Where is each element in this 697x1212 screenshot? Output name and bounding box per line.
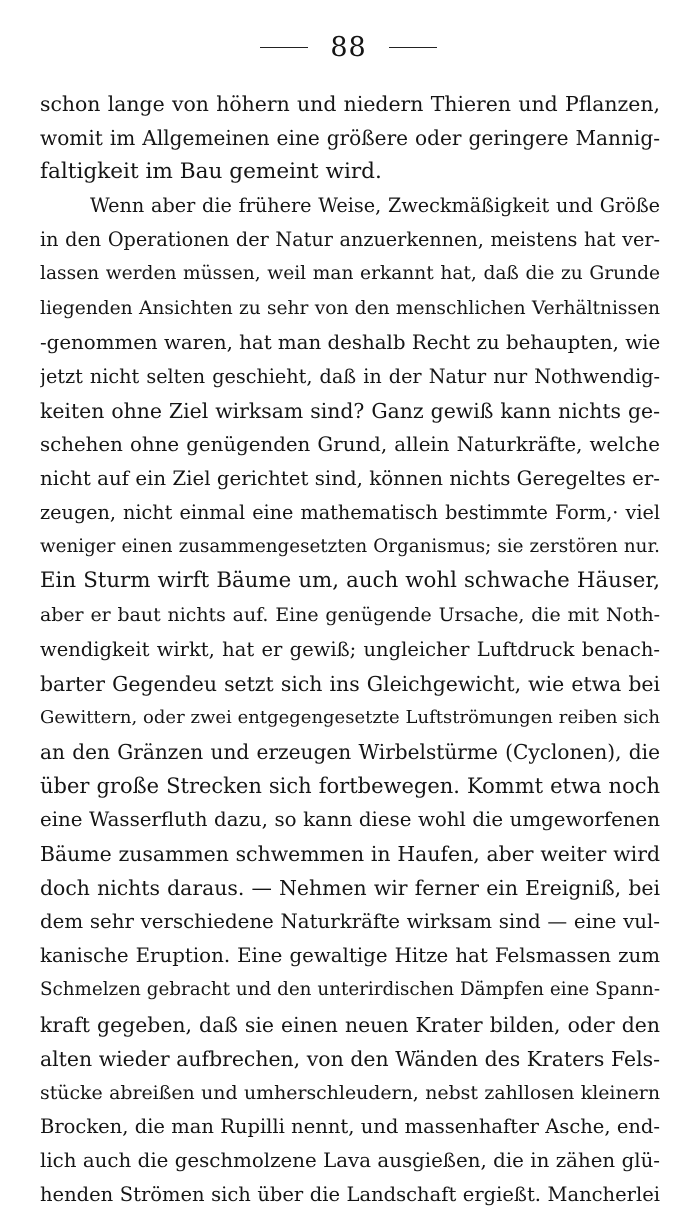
text-line: womit im Allgemeinen eine größere oder geringere Mannig- [40,126,660,151]
text-line: henden Strömen sich über die Landschaft ergießt. Mancherlei [40,1183,660,1206]
text-line: Brocken, die man Rupilli nennt, und massenhafter Asche, end- [40,1114,660,1138]
text-line: -genommen waren, hat man deshalb Recht zu behaupten, wie [40,330,660,354]
text-line: Wenn aber die frühere Weise, Zweckmäßigkeit und Größe [90,194,660,218]
text-line: lich auch die geschmolzene Lava ausgießen, die in zähen glü- [40,1148,660,1172]
header-rule-right [389,47,437,48]
text-line: alten wieder aufbrechen, von den Wänden des Kraters Fels- [40,1046,660,1071]
text-line: Ein Sturm wirft Bäume um, auch wohl schwache Häuser, [40,568,660,594]
text-line: weniger einen zusammengesetzten Organismus; sie zerstören nur. [40,536,660,558]
text-line: zeugen, nicht einmal eine mathematisch bestimmte Form,· viel [40,501,660,525]
text-line: schon lange von höhern und niedern Thieren und Pflanzen, [40,92,660,116]
text-line: schehen ohne genügenden Grund, allein Naturkräfte, welche [40,432,660,456]
text-line: kraft gegeben, daß sie einen neuen Krater bilden, oder den [40,1012,660,1037]
text-line: barter Gegendeu setzt sich ins Gleichgewicht, wie etwa bei [40,671,660,696]
text-line: aber er baut nichts auf. Eine genügende Ursache, die mit Noth- [40,604,660,627]
text-line: eine Wasserfluth dazu, so kann diese wohl die umgeworfenen [40,807,660,831]
text-line: Schmelzen gebracht und den unterirdischen Dämpfen eine Spann- [40,979,660,1001]
text-line: stücke abreißen und umherschleudern, nebst zahllosen kleinern [40,1081,660,1104]
text-line: in den Operationen der Natur anzuerkennen, meistens hat ver- [40,228,660,252]
body-text [40,87,660,1212]
text-line: an den Gränzen und erzeugen Wirbelstürme (Cyclonen), die [40,739,660,764]
page-number: 88 [330,31,367,63]
text-line: faltigkeit im Bau gemeint wird. [40,159,382,185]
text-line: jetzt nicht selten geschieht, daß in der Natur nur Nothwendig- [40,364,660,388]
text-line: liegenden Ansichten zu sehr von den menschlichen Verhältnissen [40,297,660,319]
text-line: lassen werden müssen, weil man erkannt hat, daß die zu Grunde [40,263,660,285]
text-line: kanische Eruption. Eine gewaltige Hitze hat Felsmassen zum [40,944,660,968]
text-line: Gewittern, oder zwei entgegengesetzte Luftströmungen reiben sich [40,706,660,728]
text-line: wendigkeit wirkt, hat er gewiß; ungleicher Luftdruck benach- [40,637,660,661]
text-line: keiten ohne Ziel wirksam sind? Ganz gewiß kann nichts ge- [40,398,660,423]
text-line: doch nichts daraus. — Nehmen wir ferner ein Ereigniß, bei [40,876,660,901]
text-line: nicht auf ein Ziel gerichtet sind, können nichts Geregeltes er- [40,467,660,491]
header-rule-left [260,47,308,48]
text-line: Bäume zusammen schwemmen in Haufen, aber weiter wird [40,842,660,867]
text-line: über große Strecken sich fortbewegen. Kommt etwa noch [40,773,660,798]
page-header [0,30,697,64]
text-line: dem sehr verschiedene Naturkräfte wirksam sind — eine vul- [40,910,660,934]
